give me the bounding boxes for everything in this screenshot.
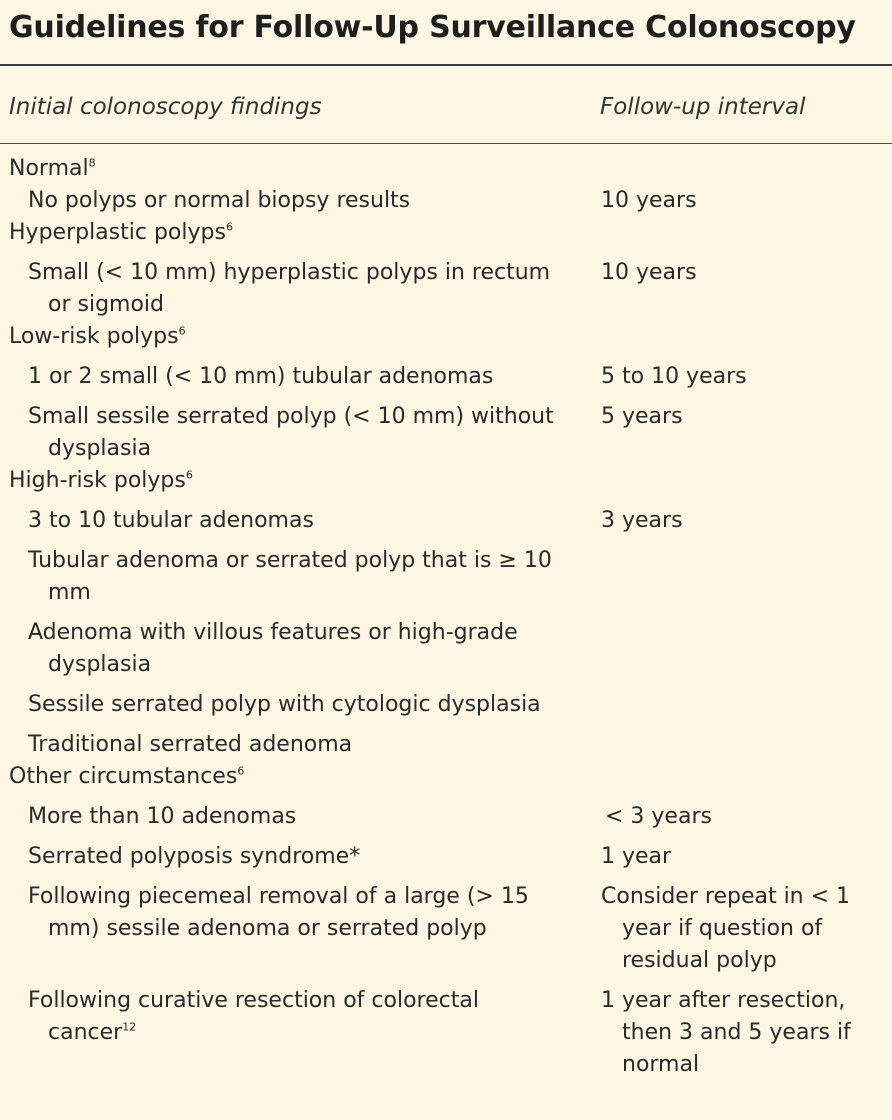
interval-cell: 1 year after resection, then 3 and 5 years if normal [601, 988, 851, 1077]
finding-cell: 3 to 10 tubular adenomas [28, 508, 314, 533]
interval-cell: 5 years [601, 404, 683, 429]
column-header-interval: Follow-up interval [600, 94, 806, 120]
finding-cell: Following curative resection of colorectal cancer$^{12}$ [28, 988, 479, 1045]
table-row [0, 881, 892, 977]
reference-superscript: 6 [185, 468, 193, 482]
finding-cell: No polyps or normal biopsy results [28, 188, 411, 213]
interval-cell: 10 years [601, 188, 697, 213]
category-label: Other circumstances$^6$ [9, 764, 245, 789]
interval-cell: 3 years [601, 508, 683, 533]
finding-cell: More than 10 adenomas [28, 804, 297, 829]
table-row [0, 465, 892, 497]
finding-cell: Small sessile serrated polyp (< 10 mm) without dysplasia [28, 404, 554, 461]
interval-cell [591, 465, 892, 497]
table-row [0, 689, 892, 721]
reference-superscript: 12 [122, 1020, 137, 1034]
finding-cell: Tubular adenoma or serrated polyp that is ≥ 10 mm [28, 548, 552, 605]
finding-cell: Adenoma with villous features or high-grade dysplasia [28, 620, 518, 677]
finding-cell: Following piecemeal removal of a large (> 15 mm) sessile adenoma or serrated polyp [28, 884, 529, 941]
interval-cell: < 3 years [605, 804, 712, 829]
table-row [0, 257, 892, 321]
reference-superscript: 6 [225, 220, 233, 234]
interval-cell [591, 321, 892, 353]
table-row [0, 729, 892, 761]
table-row [0, 801, 892, 833]
interval-cell [591, 729, 892, 761]
column-header-findings: Initial colonoscopy findings [9, 94, 322, 120]
page-title: Guidelines for Follow-Up Surveillance Colonoscopy [9, 10, 856, 45]
finding-cell: Serrated polyposis syndrome* [28, 844, 361, 869]
category-label: Hyperplastic polyps$^6$ [9, 220, 233, 245]
interval-cell: 1 year [601, 844, 672, 869]
interval-cell: 10 years [601, 260, 697, 285]
reference-superscript: 6 [237, 764, 245, 778]
interval-cell [591, 761, 892, 793]
table-row [0, 321, 892, 353]
interval-cell [591, 217, 892, 249]
category-label: High-risk polyps$^6$ [9, 468, 193, 493]
finding-cell: Traditional serrated adenoma [28, 732, 353, 757]
category-label: Low-risk polyps$^6$ [9, 324, 186, 349]
table-row [0, 185, 892, 217]
reference-superscript: 6 [178, 324, 186, 338]
table-row [0, 617, 892, 681]
interval-cell [591, 617, 892, 681]
interval-cell [591, 545, 892, 609]
title-divider [0, 64, 892, 66]
table-body [0, 153, 892, 1081]
table-row [0, 153, 892, 185]
header-divider [0, 143, 892, 144]
interval-cell: Consider repeat in < 1 year if question of residual polyp [601, 884, 851, 973]
interval-cell [591, 153, 892, 185]
interval-cell [591, 689, 892, 721]
category-label: Normal$^8$ [9, 156, 96, 181]
table-row [0, 217, 892, 249]
table-row [0, 841, 892, 873]
table-row [0, 545, 892, 609]
reference-superscript: 8 [88, 156, 96, 170]
finding-cell: Small (< 10 mm) hyperplastic polyps in rectum or sigmoid [28, 260, 551, 317]
finding-cell: Sessile serrated polyp with cytologic dysplasia [28, 692, 541, 717]
table-row [0, 505, 892, 537]
table-row [0, 361, 892, 393]
finding-cell: 1 or 2 small (< 10 mm) tubular adenomas [28, 364, 494, 389]
table-row [0, 761, 892, 793]
table-row [0, 985, 892, 1081]
interval-cell: 5 to 10 years [601, 364, 747, 389]
table-row [0, 401, 892, 465]
